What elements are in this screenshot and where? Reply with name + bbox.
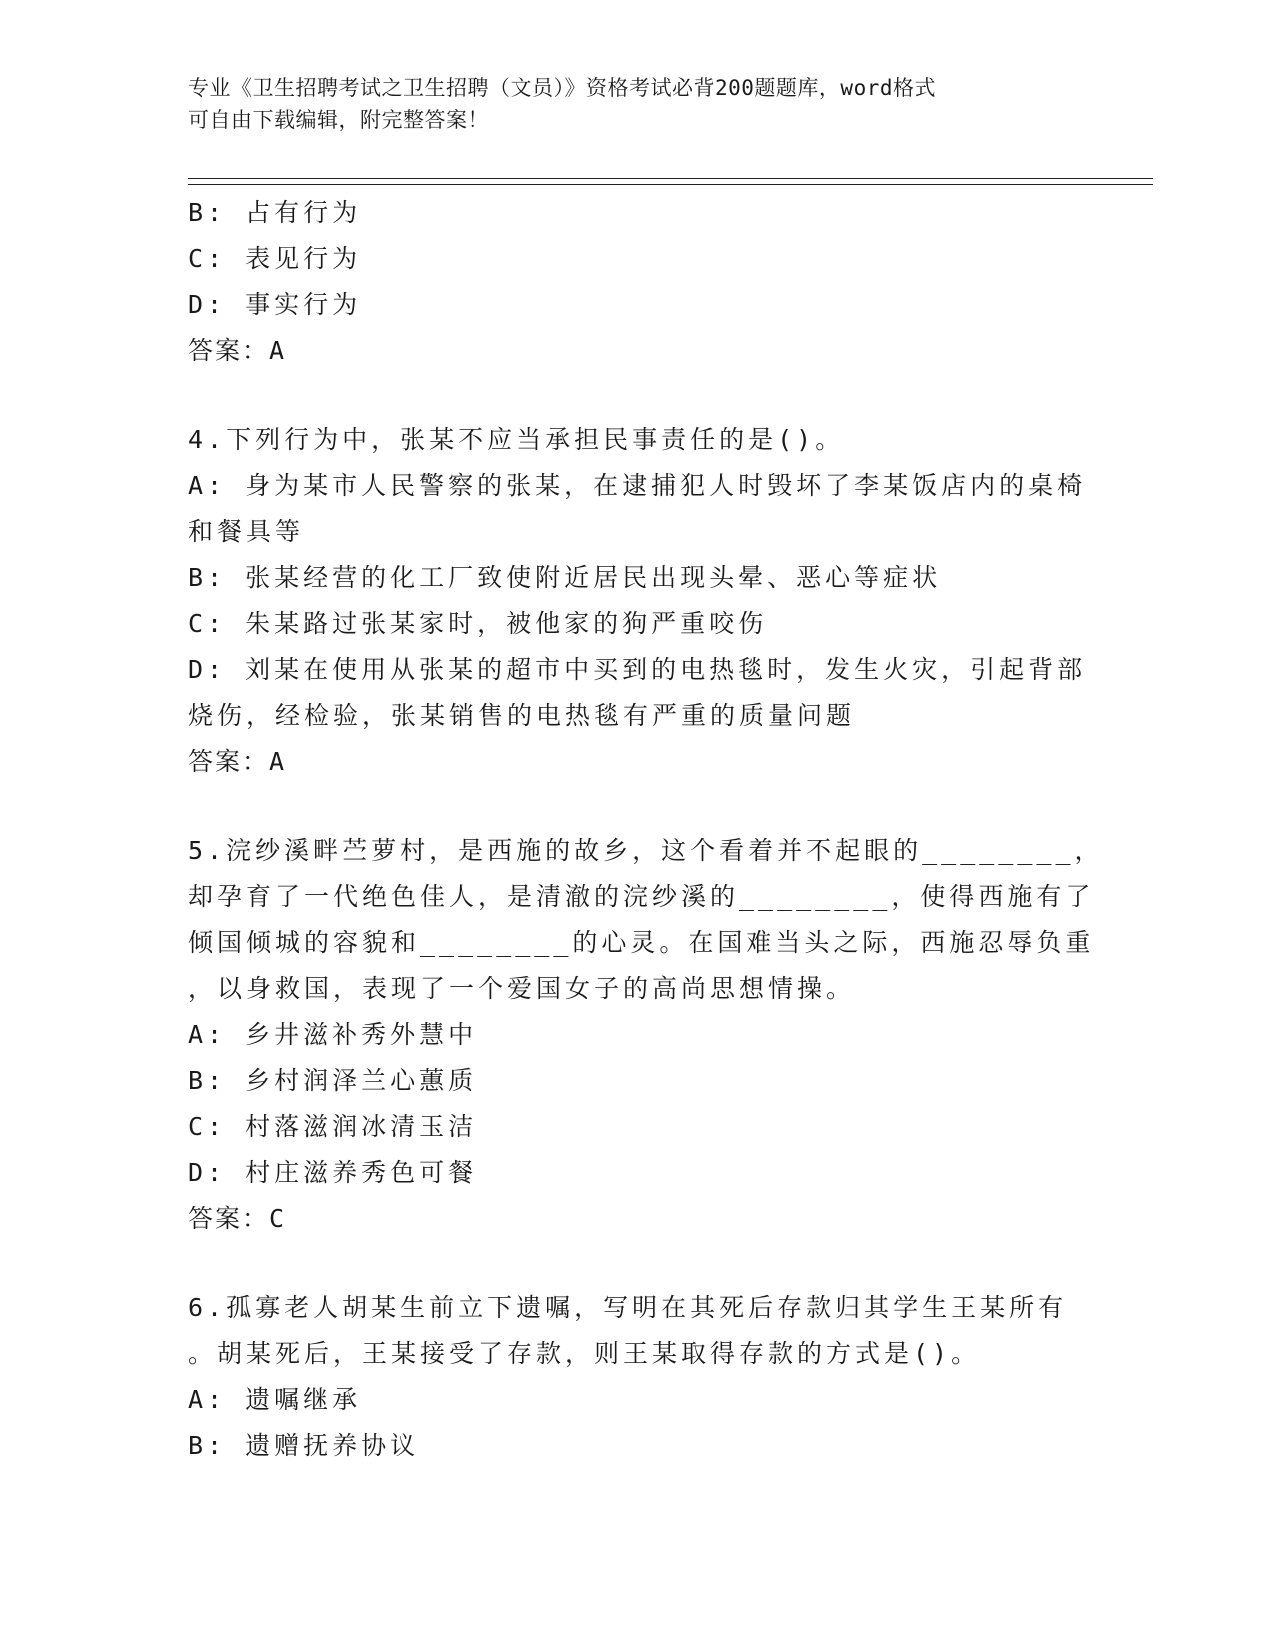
q4-answer: 答案：A	[188, 747, 287, 776]
q4-option-d-cont: 烧伤，经检验，张某销售的电热毯有严重的质量问题	[188, 701, 856, 730]
q6-option-b: B: 遗赠抚养协议	[188, 1431, 420, 1460]
q4-option-b: B: 张某经营的化工厂致使附近居民出现头晕、恶心等症状	[188, 563, 942, 592]
q5-stem-line-2: 却孕育了一代绝色佳人，是清澈的浣纱溪的________，使得西施有了	[188, 882, 1095, 911]
q5-stem-line-3: 倾国倾城的容貌和________的心灵。在国难当头之际，西施忍辱负重	[188, 928, 1095, 957]
question-6	[188, 1285, 1088, 1469]
q5-option-c: C: 村落滋润冰清玉洁	[188, 1112, 478, 1141]
q3-option-b: B: 占有行为	[188, 198, 362, 227]
spacer	[188, 785, 1088, 828]
q3-option-c: C: 表见行为	[188, 244, 362, 273]
header-divider-bottom	[188, 184, 1153, 185]
q3-answer: 答案：A	[188, 336, 287, 365]
q4-option-d: D: 刘某在使用从张某的超市中买到的电热毯时，发生火灾，引起背部	[188, 655, 1087, 684]
q5-option-d: D: 村庄滋养秀色可餐	[188, 1158, 478, 1187]
q4-stem: 4.下列行为中，张某不应当承担民事责任的是()。	[188, 425, 845, 454]
q6-option-a: A: 遗嘱继承	[188, 1385, 362, 1414]
q5-option-a: A: 乡井滋补秀外慧中	[188, 1020, 478, 1049]
q6-stem-line-2: 。胡某死后，王某接受了存款，则王某取得存款的方式是()。	[188, 1339, 981, 1368]
question-content	[188, 190, 1104, 1469]
q5-option-b: B: 乡村润泽兰心蕙质	[188, 1066, 478, 1095]
document-header	[188, 72, 1068, 136]
question-4	[188, 417, 1088, 785]
header-divider-top	[188, 178, 1153, 179]
q5-stem-line-1: 5.浣纱溪畔苎萝村，是西施的故乡，这个看着并不起眼的________，	[188, 836, 1104, 865]
q3-option-d: D: 事实行为	[188, 290, 362, 319]
q4-option-a-cont: 和餐具等	[188, 517, 305, 546]
q4-option-c: C: 朱某路过张某家时，被他家的狗严重咬伤	[188, 609, 768, 638]
spacer	[188, 1242, 1088, 1285]
q5-answer: 答案：C	[188, 1204, 287, 1233]
q5-stem-line-4: ，以身救国，表现了一个爱国女子的高尚思想情操。	[188, 974, 856, 1003]
spacer	[188, 374, 1088, 417]
header-line-1: 专业《卫生招聘考试之卫生招聘（文员）》资格考试必背200题题库，word格式	[188, 76, 936, 100]
question-5	[188, 828, 1104, 1242]
question-3-partial	[188, 190, 1088, 374]
q6-stem-line-1: 6.孤寡老人胡某生前立下遗嘱，写明在其死后存款归其学生王某所有	[188, 1293, 1068, 1322]
header-line-2: 可自由下载编辑，附完整答案！	[188, 108, 489, 132]
q4-option-a: A: 身为某市人民警察的张某，在逮捕犯人时毁坏了李某饭店内的桌椅	[188, 471, 1087, 500]
